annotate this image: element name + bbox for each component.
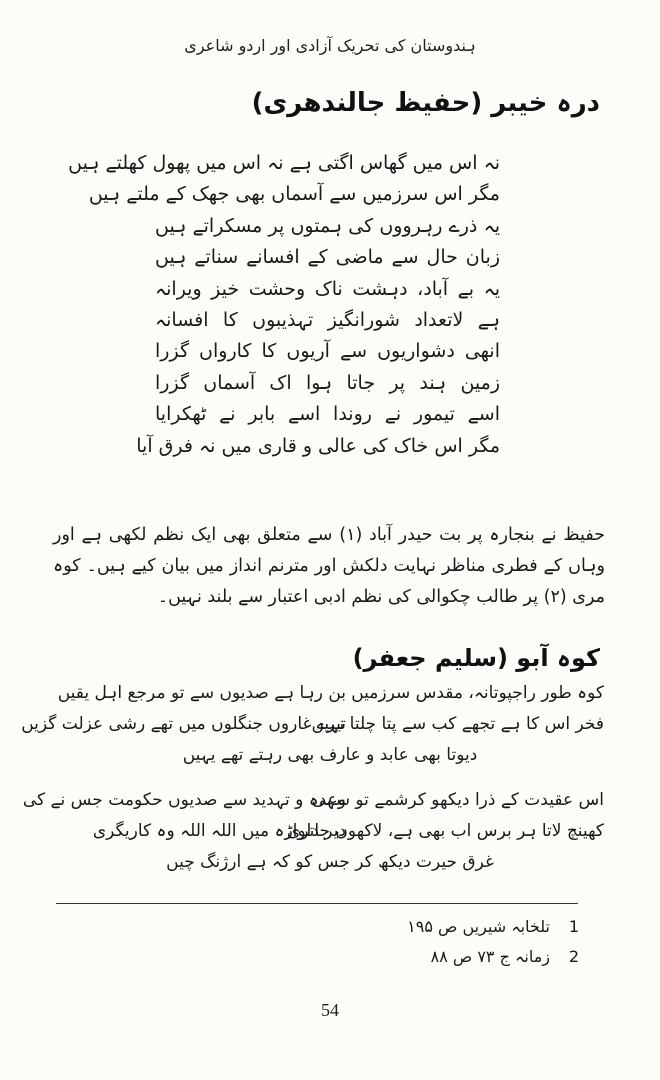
running-head: ہندوستان کی تحریک آزادی اور اردو شاعری — [184, 36, 476, 55]
poem-line: نہ اس میں گھاس اگتی ہے نہ اس میں پھول کھلتے ہیں — [68, 152, 500, 174]
poem-line: اسے تیمور نے روندا اسے بابر نے ٹھکرایا — [155, 403, 500, 426]
poem-line: یہ بے آباد، دہشت ناک وحشت خیز ویرانہ — [155, 277, 500, 300]
hemistich-first: کھینچ لاتا ہر برس اب بھی ہے، لاکھوں جاتری — [286, 821, 604, 841]
poem-line: ہے لاتعداد شورانگیز تہذیبوں کا افسانہ — [155, 308, 500, 331]
refrain-line: دیوتا بھی عابد و عارف بھی رہتے تھے یہیں — [182, 745, 478, 765]
poem-line: مگر اس خاک کی عالی و قاری میں نہ فرق آیا — [136, 434, 500, 457]
footnote-text: زمانہ ج ۷۳ ص ۸۸ — [430, 947, 550, 966]
poem-line: مگر اس سرزمیں سے آسماں بھی جھک کے ملتے ہیں — [88, 183, 500, 206]
hemistich-first: کوہ طور راجپوتانہ، مقدس سرزمیں — [351, 683, 604, 703]
couplet-refrain — [56, 847, 604, 878]
hemistich-second: بن رہا ہے صدیوں سے تو مرجع اہل یقیں — [57, 683, 346, 703]
footnote-text: تلخابہ شیریں ص ۱۹۵ — [407, 917, 550, 936]
page-number: 54 — [321, 1000, 339, 1020]
section-title-khyber-pass: درہ خیبر (حفیظ جالندھری) — [251, 88, 600, 118]
poem-line: زمین ہند پر جاتا ہوا اک آسماں گزرا — [155, 371, 500, 394]
couplet — [56, 816, 604, 847]
hemistich-first: فخر اس کا ہے تجھے کب سے پتا چلتا نہیں — [311, 714, 604, 734]
hemistich-second: وعدہ و تہدید سے صدیوں حکومت جس نے کی — [22, 790, 346, 810]
prose-paragraph: حفیظ نے بنجارہ پر بت حیدر آباد (۱) سے متعلق بھی ایک نظم لکھی ہے اور وہاں کے فطری مناظر نہایت دلکش اور مترنم انداز میں بیان کیے ہیں۔ کوہ مری (۲) پر طالب چکوالی کی نظم ادبی اعتبار سے بلند نہیں۔ — [53, 525, 605, 607]
couplet — [56, 678, 604, 709]
footnote-number: 1 — [568, 917, 580, 936]
footnote-item — [282, 942, 582, 972]
section-title-mount-abu: کوہ آبو (سلیم جعفر) — [352, 644, 600, 672]
footnotes — [282, 912, 582, 972]
hemistich-second: دیر دلواڑہ میں اللہ اللہ وہ کاریگری — [92, 821, 346, 841]
couplet — [21, 709, 604, 740]
hemistich-second: تیرے غاروں جنگلوں میں تھے رشی عزلت گزیں — [21, 714, 346, 734]
refrain-line: غرق حیرت دیکھ کر جس کو کہ ہے ارژنگ چیں — [166, 852, 494, 872]
poem-line: انھی دشواریوں سے آریوں کا کارواں گزرا — [155, 340, 500, 363]
poem-mount-abu — [21, 678, 604, 878]
footnote-number: 2 — [568, 947, 580, 966]
poem-line: زبان حال سے ماضی کے افسانے سناتے ہیں — [155, 246, 500, 269]
footnote-item — [282, 912, 582, 942]
poem-khyber-pass — [68, 148, 500, 462]
poem-line: یہ ذرے رہرووں کی ہمتوں پر مسکراتے ہیں — [155, 214, 500, 237]
footnote-divider — [56, 903, 578, 904]
couplet — [22, 785, 604, 816]
couplet-refrain — [56, 740, 604, 771]
hemistich-first: اس عقیدت کے ذرا دیکھو کرشمے تو سہی — [311, 790, 604, 810]
